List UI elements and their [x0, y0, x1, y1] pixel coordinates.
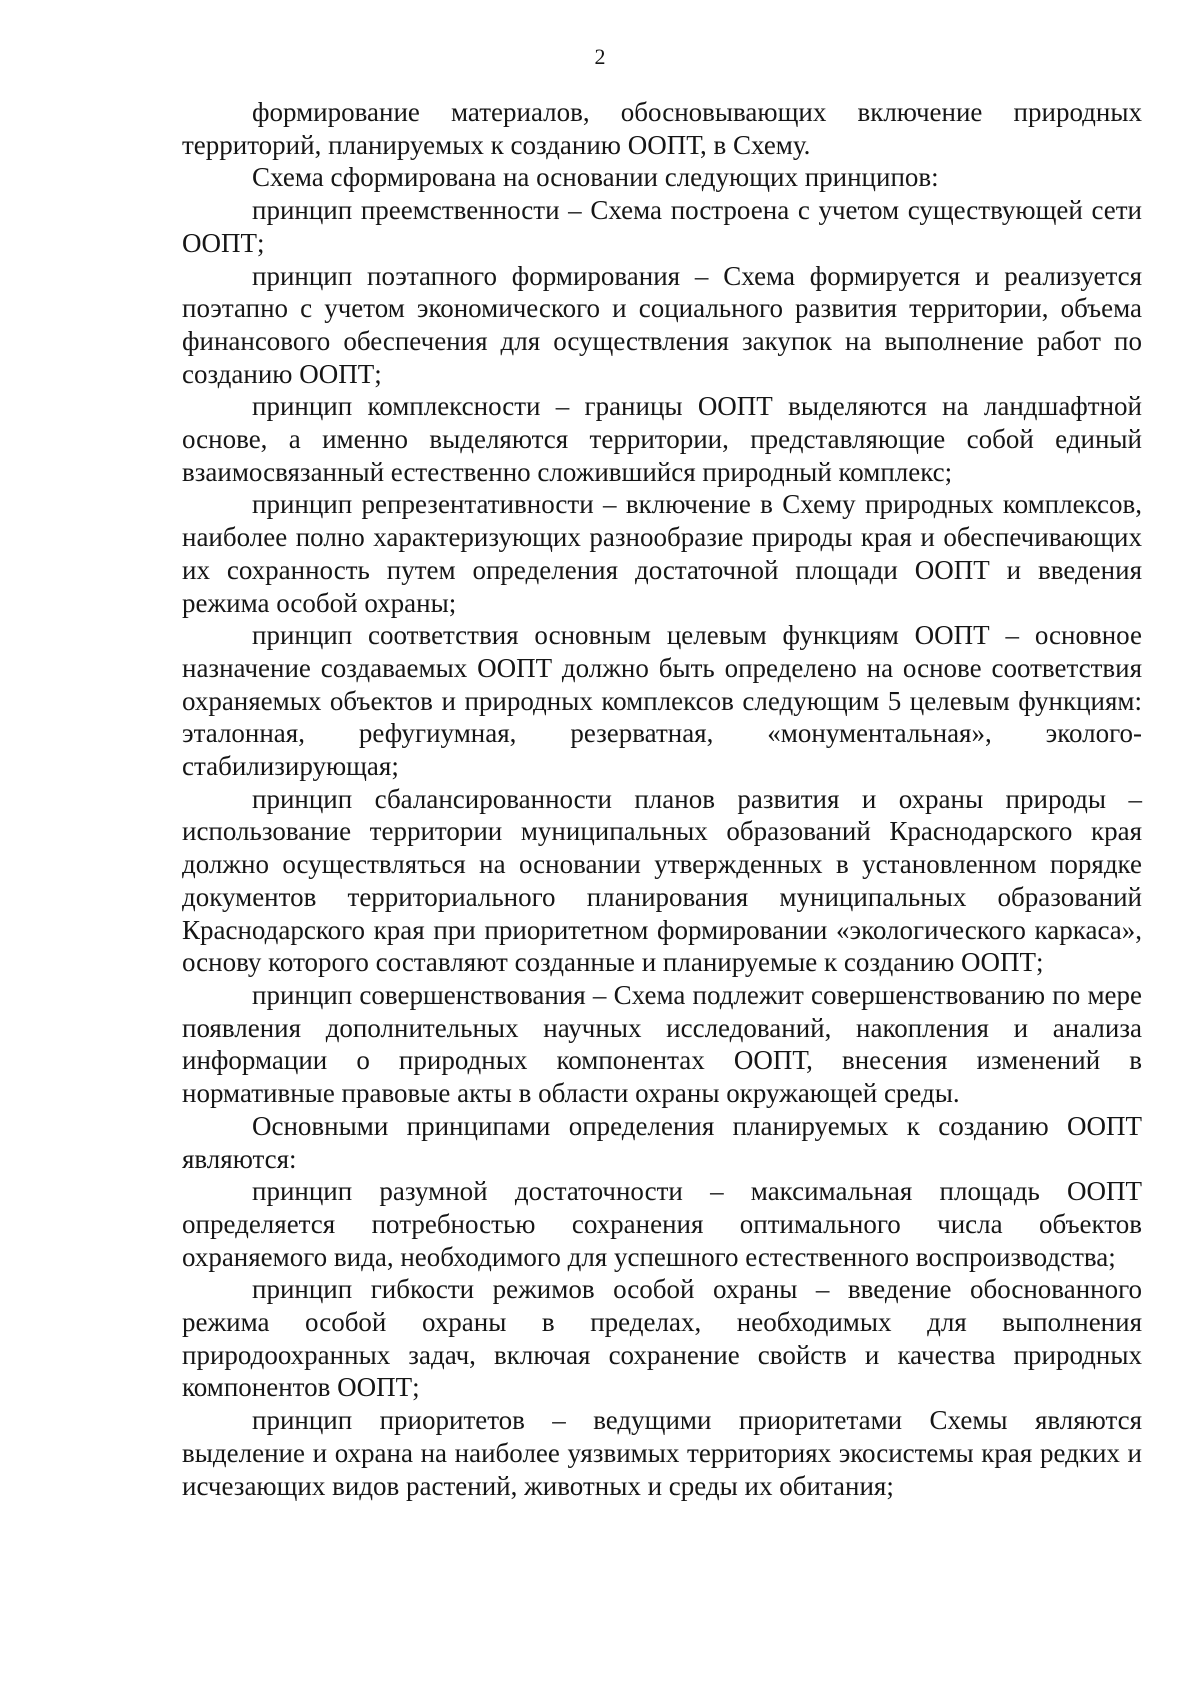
page-number: 2	[594, 44, 606, 69]
paragraph-balance: принцип сбалансированности планов развития и охраны природы – использование территории муниципальных образований Краснодарского края должно осуществляться на основании утвержденных в установленном порядке документов территориального планирования муниципальных образований Краснодарского края при приоритетном формировании «экологического каркаса», основу которого составляют созданные и планируемые к созданию ООПТ;	[182, 783, 1142, 978]
paragraph-representativeness: принцип репрезентативности – включение в Схему природных комплексов, наиболее полно характеризующих разнообразие природы края и обеспечивающих их сохранность путем определения достаточной площади ООПТ и введения режима особой охраны;	[182, 489, 1142, 618]
paragraph-phased: принцип поэтапного формирования – Схема формируется и реализуется поэтапно с учетом экономического и социального развития территории, объема финансового обеспечения для осуществления закупок на выполнение работ по созданию ООПТ;	[182, 260, 1142, 389]
paragraph-target-functions: принцип соответствия основным целевым функциям ООПТ – основное назначение создаваемых ООПТ должно быть определено на основе соответствия охраняемых объектов и природных комплексов следующим 5 целевым функциям: эталонная, рефугиумная, резерватная, «монументальная», эколого-стабилизирующая;	[182, 620, 1142, 782]
paragraph-main-principles: Основными принципами определения планируемых к созданию ООПТ являются:	[182, 1110, 1142, 1174]
document-body	[182, 96, 1142, 1502]
paragraph-complexity: принцип комплексности – границы ООПТ выделяются на ландшафтной основе, а именно выделяются территории, представляющие собой единый взаимосвязанный естественно сложившийся природный комплекс;	[182, 391, 1142, 487]
paragraph-continuity: принцип преемственности – Схема построена с учетом существующей сети ООПТ;	[182, 195, 1142, 258]
paragraph-improvement: принцип совершенствования – Схема подлежит совершенствованию по мере появления дополнительных научных исследований, накопления и анализа информации о природных компонентах ООПТ, внесения изменений в нормативные правовые акты в области охраны окружающей среды.	[182, 979, 1142, 1109]
paragraph-materials: формирование материалов, обосновывающих включение природных территорий, планируемых к созданию ООПТ, в Схему.	[182, 97, 1142, 160]
paragraph-flexibility: принцип гибкости режимов особой охраны – введение обоснованного режима особой охраны в пределах, необходимых для выполнения природоохранных задач, включая сохранение свойств и качества природных компонентов ООПТ;	[182, 1274, 1142, 1403]
paragraph-principles-intro: Схема сформирована на основании следующих принципов:	[252, 162, 939, 193]
paragraph-sufficiency: принцип разумной достаточности – максимальная площадь ООПТ определяется потребностью сохранения оптимального числа объектов охраняемого вида, необходимого для успешного естественного воспроизводства;	[182, 1176, 1142, 1272]
paragraph-priorities: принцип приоритетов – ведущими приоритетами Схемы являются выделение и охрана на наиболее уязвимых территориях экосистемы края редких и исчезающих видов растений, животных и среды их обитания;	[182, 1405, 1142, 1501]
